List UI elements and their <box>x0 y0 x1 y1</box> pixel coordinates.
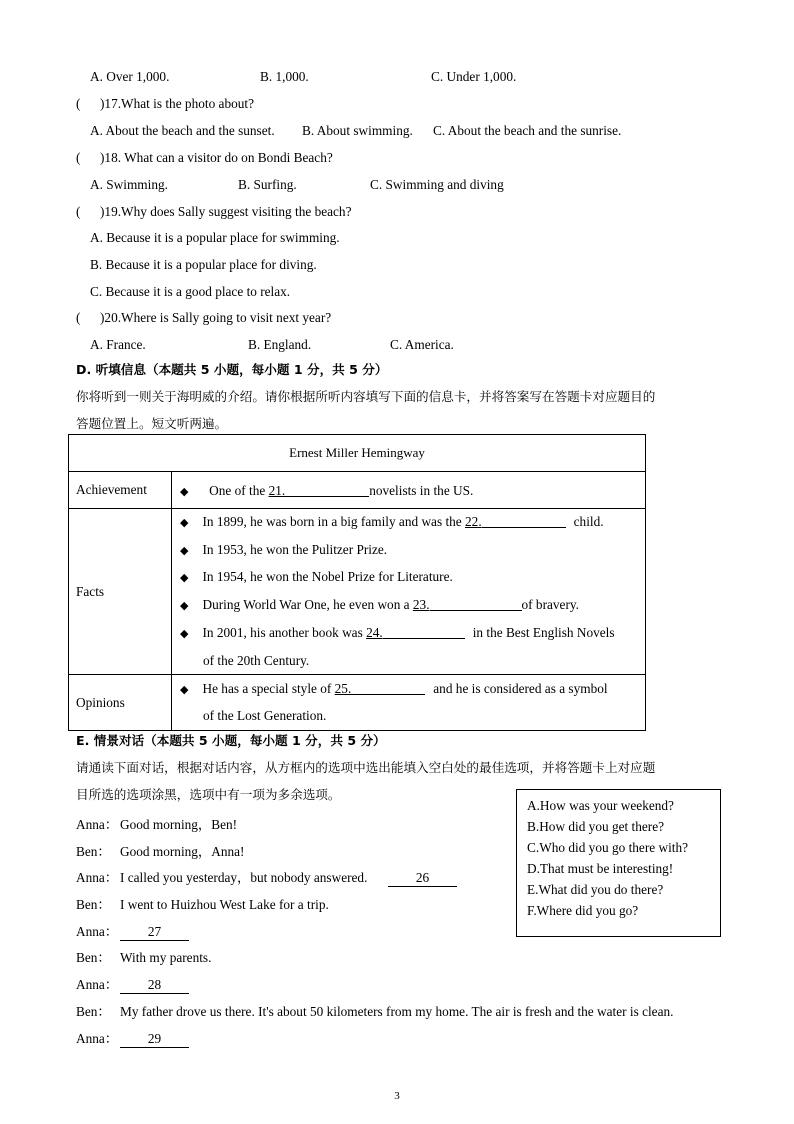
blank-23-label: 23. <box>412 597 430 613</box>
q19-option-a: A. Because it is a popular place for swimming. <box>90 230 340 245</box>
q18-option-a: A. Swimming. <box>90 177 168 192</box>
q20-stem: )20.Where is Sally going to visit next year? <box>100 310 332 325</box>
blank-21[interactable] <box>285 483 369 497</box>
opinion-1-pre: He has a special style of <box>202 680 335 696</box>
fact-5-line2: of the 20th Century. <box>203 652 310 668</box>
section-d-heading: D. 听填信息（本题共 5 小题，每小题 1 分，共 5 分） <box>76 362 388 377</box>
blank-29[interactable]: 29 <box>120 1031 189 1048</box>
page-number: 3 <box>394 1090 400 1102</box>
fact-1-post: child. <box>573 514 604 529</box>
q20-option-c: C. America. <box>390 337 454 352</box>
q17-paren: ( <box>76 96 81 111</box>
section-d-instructions-line2: 答题位置上。短文听两遍。 <box>76 416 228 431</box>
blank-21-label: 21. <box>268 483 286 498</box>
fact-item <box>180 509 645 537</box>
blank-25-label: 25. <box>334 680 352 696</box>
q18-option-c: C. Swimming and diving <box>370 177 504 192</box>
option-c: C.Who did you go there with? <box>527 840 689 855</box>
blank-23[interactable] <box>430 597 522 611</box>
option-b: B.How did you get there? <box>527 819 665 834</box>
dialogue-line: I went to Huizhou West Lake for a trip. <box>120 897 329 912</box>
dialogue-speaker: Ben： <box>76 897 111 912</box>
q19-option-c: C. Because it is a good place to relax. <box>90 284 291 299</box>
q18-option-b: B. Surfing. <box>238 177 297 192</box>
dialogue-line: I called you yesterday，but nobody answered. <box>120 870 368 885</box>
fact-3: In 1954, he won the Nobel Prize for Literature. <box>202 569 453 585</box>
section-e-instructions-line1: 请通读下面对话，根据对话内容，从方框内的选项中选出能填入空白处的最佳选项，并将答题卡上对应题 <box>76 760 656 775</box>
blank-22-label: 22. <box>465 514 482 529</box>
blank-24-label: 24. <box>366 624 383 640</box>
fact-5-post: in the Best English Novels <box>472 624 615 640</box>
opinion-1-line2: of the Lost Generation. <box>203 708 327 724</box>
dialogue-line: My father drove us there. It's about 50 kilometers from my home. The air is fresh and the water is clean. <box>120 1004 674 1019</box>
fact-item <box>180 537 645 565</box>
opinion-1-post: and he is considered as a symbol <box>433 680 608 696</box>
opinion-item <box>180 676 645 704</box>
achievement-cell <box>172 472 646 509</box>
achievement-label: Achievement <box>69 472 172 509</box>
q18-stem: )18. What can a visitor do on Bondi Beach? <box>100 150 333 165</box>
facts-label: Facts <box>69 509 172 675</box>
dialogue-speaker: Anna： <box>76 870 119 885</box>
table-title: Ernest Miller Hemingway <box>69 435 646 472</box>
q20-option-a: A. France. <box>90 337 146 352</box>
option-e: E.What did you do there? <box>527 882 664 897</box>
facts-cell <box>172 509 646 675</box>
blank-27[interactable]: 27 <box>120 924 189 941</box>
q20-paren: ( <box>76 310 81 325</box>
dialogue-speaker: Anna： <box>76 924 119 939</box>
section-d-instructions-line1: 你将听到一则关于海明威的介绍。请你根据所听内容填写下面的信息卡，并将答案写在答题卡对应题目的 <box>76 389 656 404</box>
section-e-heading: E. 情景对话（本题共 5 小题，每小题 1 分，共 5 分） <box>76 733 386 748</box>
dialogue-speaker: Anna： <box>76 977 119 992</box>
q16-option-a: A. Over 1,000. <box>90 69 170 84</box>
dialogue-speaker: Ben： <box>76 950 111 965</box>
q16-option-c: C. Under 1,000. <box>431 69 517 84</box>
q16-option-b: B. 1,000. <box>260 69 309 84</box>
blank-24[interactable] <box>383 625 465 639</box>
fact-item <box>180 564 645 592</box>
achievement-pre: One of the <box>209 483 269 498</box>
q17-option-c: C. About the beach and the sunrise. <box>433 123 622 138</box>
dialogue-line: Good morning，Ben! <box>120 817 238 832</box>
fact-2: In 1953, he won the Pulitzer Prize. <box>202 541 388 557</box>
dialogue-speaker: Ben： <box>76 1004 111 1019</box>
bullet-icon: ◆ <box>180 543 189 557</box>
q19-paren: ( <box>76 204 81 219</box>
fact-item <box>180 592 645 620</box>
opinions-cell <box>172 675 646 731</box>
q20-option-b: B. England. <box>248 337 312 352</box>
q17-option-a: A. About the beach and the sunset. <box>90 123 275 138</box>
bullet-icon: ◆ <box>180 599 189 613</box>
q17-stem: )17.What is the photo about? <box>100 96 254 111</box>
option-d: D.That must be interesting! <box>527 861 674 876</box>
q18-paren: ( <box>76 150 81 165</box>
q17-option-b: B. About swimming. <box>302 123 413 138</box>
blank-22[interactable] <box>482 514 566 528</box>
fact-4-pre: During World War One, he even won a <box>202 597 413 613</box>
fact-4-post: of bravery. <box>521 597 579 613</box>
option-a: A.How was your weekend? <box>527 798 674 813</box>
opinions-label: Opinions <box>69 675 172 731</box>
dialogue-line: With my parents. <box>120 950 212 965</box>
fact-item <box>180 620 645 648</box>
section-e-instructions-line2: 目所选的选项涂黑，选项中有一项为多余选项。 <box>76 787 341 802</box>
dialogue-speaker: Anna： <box>76 817 119 832</box>
hemingway-info-table <box>68 434 646 731</box>
bullet-icon: ◆ <box>180 682 189 696</box>
blank-25[interactable] <box>351 681 425 695</box>
blank-26[interactable]: 26 <box>388 870 457 887</box>
achievement-post: novelists in the US. <box>369 483 474 498</box>
blank-28[interactable]: 28 <box>120 977 189 994</box>
bullet-icon: ◆ <box>180 626 189 640</box>
options-box <box>516 789 721 937</box>
q19-stem: )19.Why does Sally suggest visiting the beach? <box>100 204 352 219</box>
bullet-icon: ◆ <box>180 485 189 498</box>
bullet-icon: ◆ <box>180 571 189 585</box>
q19-option-b: B. Because it is a popular place for diving. <box>90 257 317 272</box>
dialogue-line: Good morning，Anna! <box>120 844 245 859</box>
bullet-icon: ◆ <box>180 516 189 529</box>
dialogue-speaker: Ben： <box>76 844 111 859</box>
fact-1-pre: In 1899, he was born in a big family and was the <box>202 514 466 529</box>
option-f: F.Where did you go? <box>527 903 639 918</box>
dialogue-speaker: Anna： <box>76 1031 119 1046</box>
fact-5-pre: In 2001, his another book was <box>202 624 367 640</box>
